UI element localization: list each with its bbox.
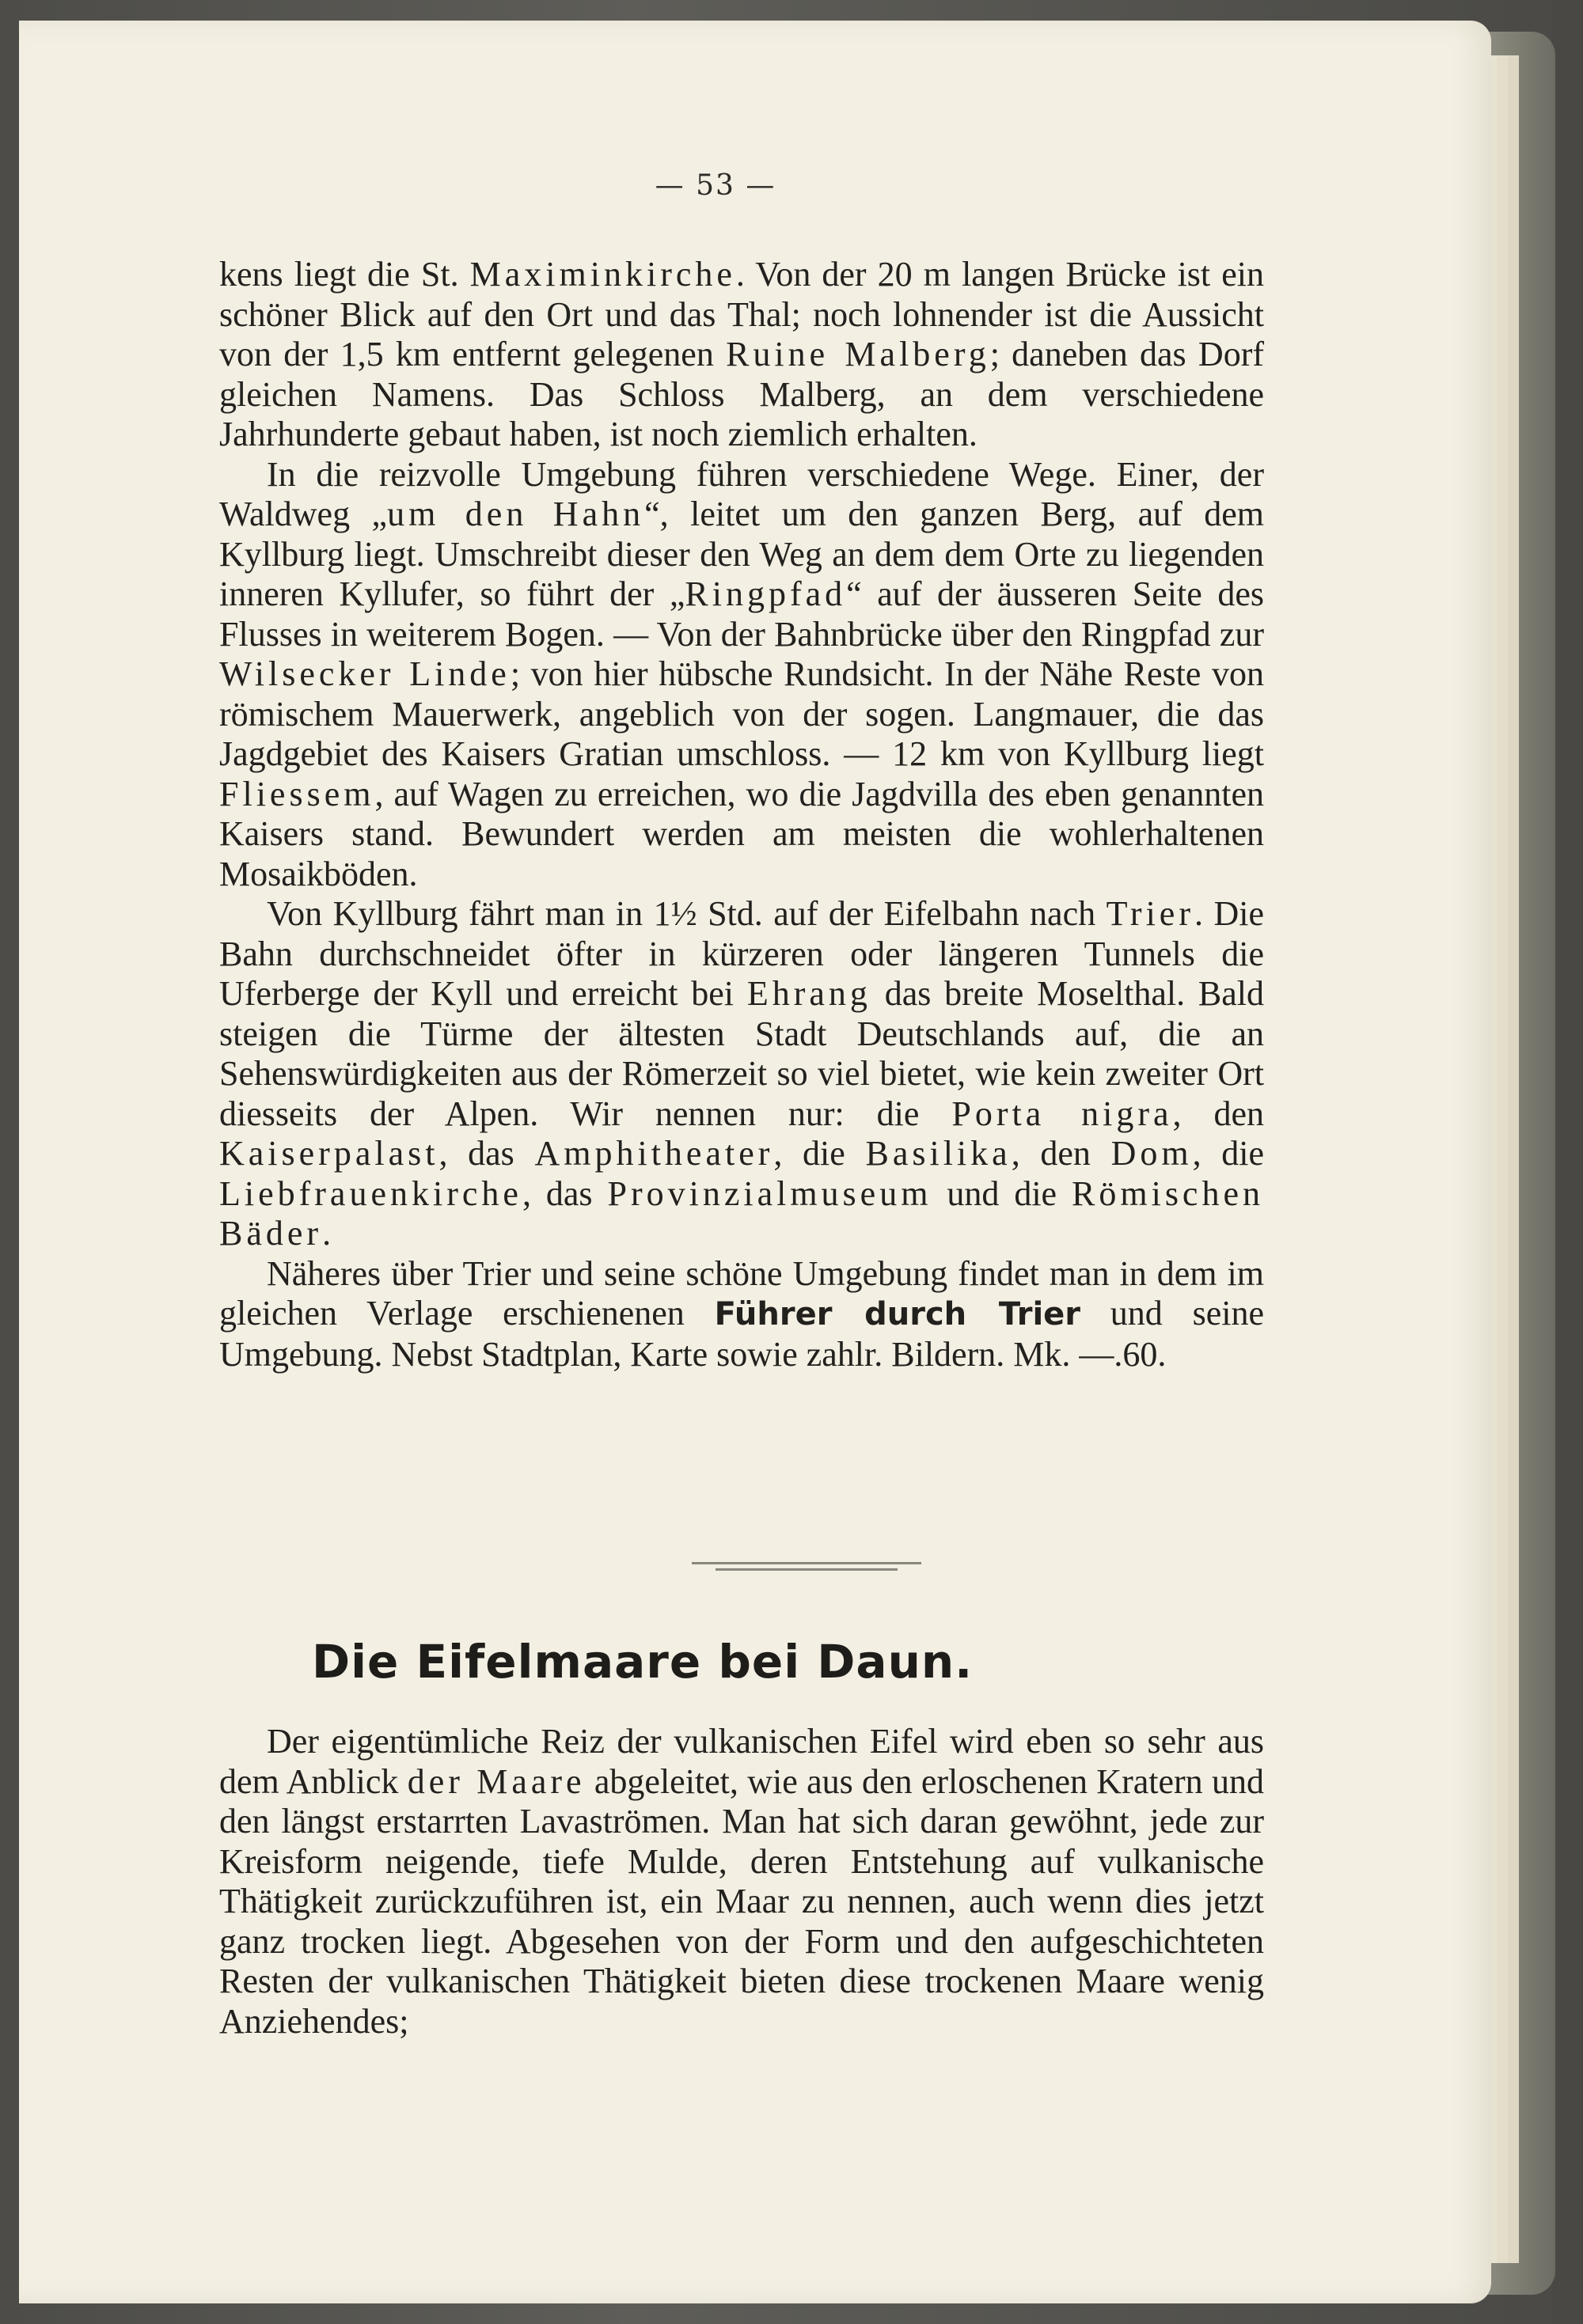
book-page: [19, 21, 1491, 2303]
page-edge: [1507, 55, 1519, 2263]
body-text-section-2: [219, 1722, 1264, 2042]
divider-rule: [716, 1568, 898, 1571]
paragraph: In die reizvolle Umgebung führen verschiedene Wege. Einer, der Waldweg „um den Hahn“, leitet um den ganzen Berg, auf dem Kyllburg liegt. Umschreibt dieser den Weg an dem dem Orte zu liegenden inneren Kyllufer, so führt der „Ringpfad“ auf der äusseren Seite des Flusses in weiterem Bogen. — Von der Bahnbrücke über den Ringpfad zur Wilsecker Linde; von hier hübsche Rundsicht. In der Nähe Reste von römischem Mauerwerk, angeblich von der sogen. Langmauer, die das Jagdgebiet des Kaisers Gratian umschloss. — 12 km von Kyllburg liegt Fliessem, auf Wagen zu erreichen, wo die Jagdvilla des eben genannten Kaisers stand. Bewundert werden am meisten die wohlerhaltenen Mosaikböden.: [219, 454, 1264, 893]
page-number: — 53 —: [655, 169, 776, 202]
page-edge: [1496, 55, 1508, 2263]
paragraph: Von Kyllburg fährt man in 1½ Std. auf der Eifelbahn nach Trier. Die Bahn durchschneidet öfter in kürzeren oder längeren Tunnels die Uferberge der Kyll und erreicht bei Ehrang das breite Moselthal. Bald steigen die Türme der ältesten Stadt Deutschlands auf, die an Sehenswürdigkeiten aus der Römerzeit so viel bietet, wie kein zweiter Ort diesseits der Alpen. Wir nennen nur: die Porta nigra, den Kaiserpalast, das Amphitheater, die Basilika, den Dom, die Liebfrauenkirche, das Provinzialmuseum und die Römischen Bäder.: [219, 894, 1264, 1253]
paragraph: kens liegt die St. Maximinkirche. Von der 20 m langen Brücke ist ein schöner Blick auf den Ort und das Thal; noch lohnender ist die Aussicht von der 1,5 km entfernt gelegenen Ruine Malberg; daneben das Dorf gleichen Namens. Das Schloss Malberg, an dem verschiedene Jahrhunderte gebaut haben, ist noch ziemlich erhalten.: [219, 255, 1265, 453]
divider-rule: [692, 1562, 921, 1564]
paragraph: Näheres über Trier und seine schöne Umgebung findet man in dem im gleichen Verlage erschienenen Führer durch Trier und seine Umgebung. Nebst Stadtplan, Karte sowie zahlr. Bildern. Mk. —.60.: [219, 1253, 1264, 1374]
section-heading: Die Eifelmaare bei Daun.: [312, 1635, 974, 1689]
paragraph: Der eigentümliche Reiz der vulkanischen Eifel wird eben so sehr aus dem Anblick der Maare abgeleitet, wie aus den erloschenen Kratern und den längst erstarrten Lavaströmen. Man hat sich daran gewöhnt, jede zur Kreisform neigende, tiefe Mulde, deren Entstehung auf vulkanische Thätigkeit zurückzuführen ist, ein Maar zu nennen, auch wenn dies jetzt ganz trocken liegt. Abgesehen von der Form und den aufgeschichteten Resten der vulkanischen Thätigkeit bieten diese trockenen Maare wenig Anziehendes;: [219, 1722, 1264, 2041]
body-text-section-1: [219, 255, 1264, 1374]
background-right: [1551, 0, 1583, 2324]
